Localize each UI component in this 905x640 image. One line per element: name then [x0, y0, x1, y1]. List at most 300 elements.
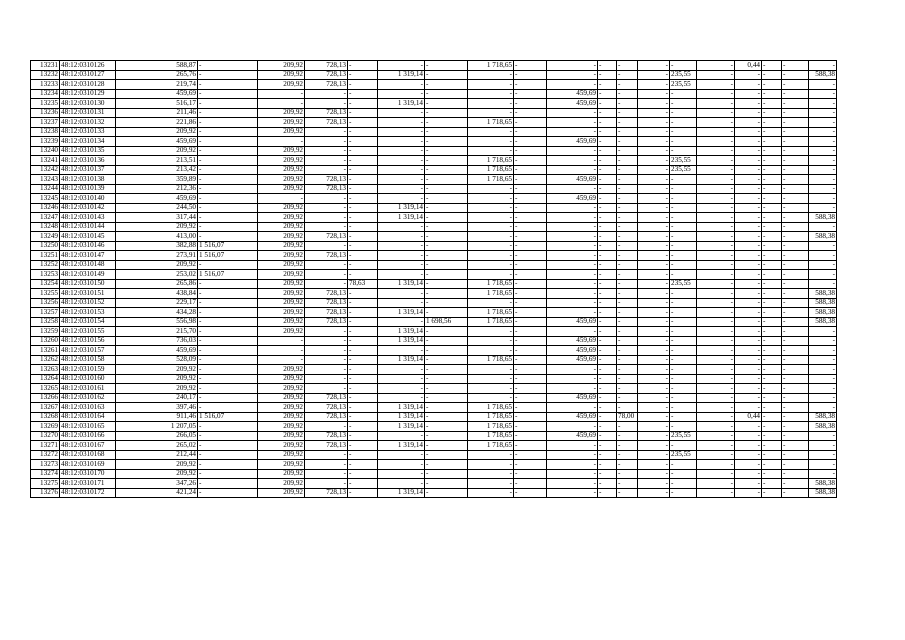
- value-cell: -: [547, 279, 598, 289]
- value-cell: -: [762, 298, 782, 308]
- value-cell: -: [198, 488, 258, 498]
- cadastral-number-cell: 48:12:0310150: [60, 279, 116, 289]
- value-cell: -: [598, 374, 617, 384]
- value-cell: -: [425, 270, 468, 280]
- value-cell: -: [305, 165, 348, 175]
- value-cell: 209,92: [258, 251, 305, 261]
- value-cell: -: [348, 61, 378, 71]
- value-cell: -: [514, 270, 547, 280]
- value-cell: -: [735, 203, 762, 213]
- table-row: [31, 260, 837, 270]
- row-number-cell: 13266: [31, 393, 60, 403]
- value-cell: -: [348, 260, 378, 270]
- value-cell: -: [378, 61, 425, 71]
- value-cell: -: [547, 213, 598, 223]
- value-cell: -: [735, 222, 762, 232]
- value-cell: -: [809, 194, 837, 204]
- value-cell: -: [198, 403, 258, 413]
- value-cell: -: [617, 127, 638, 137]
- value-cell: -: [198, 384, 258, 394]
- cadastral-number-cell: 48:12:0310156: [60, 336, 116, 346]
- cadastral-number-cell: 48:12:0310168: [60, 450, 116, 460]
- value-cell: -: [305, 479, 348, 489]
- value-cell: -: [514, 203, 547, 213]
- value-cell: -: [468, 146, 514, 156]
- value-cell: -: [782, 194, 809, 204]
- value-cell: -: [697, 393, 735, 403]
- row-number-cell: 13234: [31, 89, 60, 99]
- value-cell: -: [617, 298, 638, 308]
- value-cell: -: [514, 403, 547, 413]
- value-cell: -: [468, 232, 514, 242]
- row-number-cell: 13273: [31, 460, 60, 470]
- value-cell: -: [425, 232, 468, 242]
- value-cell: 459,69: [547, 346, 598, 356]
- value-cell: -: [762, 308, 782, 318]
- table-row: [31, 108, 837, 118]
- value-cell: 459,69: [547, 355, 598, 365]
- value-cell: -: [468, 327, 514, 337]
- value-cell: -: [697, 127, 735, 137]
- table-row: [31, 336, 837, 346]
- value-cell: -: [762, 403, 782, 413]
- value-cell: -: [547, 308, 598, 318]
- value-cell: -: [782, 241, 809, 251]
- value-cell: -: [670, 203, 697, 213]
- value-cell: 728,13: [305, 441, 348, 451]
- value-cell: 209,92: [258, 289, 305, 299]
- value-cell: -: [782, 127, 809, 137]
- value-cell: -: [617, 365, 638, 375]
- value-cell: -: [547, 222, 598, 232]
- value-cell: -: [468, 89, 514, 99]
- value-cell: -: [670, 137, 697, 147]
- value-cell: -: [735, 184, 762, 194]
- value-cell: -: [598, 108, 617, 118]
- value-cell: 209,92: [258, 298, 305, 308]
- value-cell: -: [547, 165, 598, 175]
- value-cell: -: [348, 422, 378, 432]
- value-cell: -: [425, 89, 468, 99]
- value-cell: -: [598, 479, 617, 489]
- value-cell: -: [514, 393, 547, 403]
- value-cell: 588,38: [809, 213, 837, 223]
- value-cell: -: [348, 374, 378, 384]
- cadastral-number-cell: 48:12:0310164: [60, 412, 116, 422]
- value-cell: -: [735, 194, 762, 204]
- value-cell: -: [468, 374, 514, 384]
- row-number-cell: 13257: [31, 308, 60, 318]
- value-cell: -: [468, 137, 514, 147]
- value-cell: -: [697, 384, 735, 394]
- value-cell: -: [617, 222, 638, 232]
- value-cell: -: [617, 108, 638, 118]
- value-cell: -: [697, 80, 735, 90]
- value-cell: -: [638, 469, 670, 479]
- value-cell: -: [547, 156, 598, 166]
- value-cell: -: [514, 384, 547, 394]
- value-cell: 244,50: [116, 203, 198, 213]
- value-cell: -: [735, 146, 762, 156]
- value-cell: -: [198, 89, 258, 99]
- value-cell: 1 718,65: [468, 175, 514, 185]
- table-row: [31, 241, 837, 251]
- value-cell: -: [305, 127, 348, 137]
- row-number-cell: 13262: [31, 355, 60, 365]
- table-row: [31, 99, 837, 109]
- value-cell: -: [697, 156, 735, 166]
- value-cell: -: [697, 298, 735, 308]
- row-number-cell: 13252: [31, 260, 60, 270]
- value-cell: -: [617, 99, 638, 109]
- table-row: [31, 403, 837, 413]
- value-cell: 209,92: [258, 460, 305, 470]
- value-cell: -: [809, 441, 837, 451]
- value-cell: -: [670, 99, 697, 109]
- value-cell: -: [697, 251, 735, 261]
- value-cell: 1 718,65: [468, 422, 514, 432]
- value-cell: -: [348, 70, 378, 80]
- value-cell: 235,55: [670, 450, 697, 460]
- value-cell: 728,13: [305, 108, 348, 118]
- row-number-cell: 13255: [31, 289, 60, 299]
- value-cell: -: [514, 336, 547, 346]
- value-cell: -: [697, 403, 735, 413]
- cadastral-number-cell: 48:12:0310137: [60, 165, 116, 175]
- value-cell: -: [305, 336, 348, 346]
- value-cell: -: [378, 89, 425, 99]
- value-cell: -: [697, 222, 735, 232]
- value-cell: -: [305, 422, 348, 432]
- value-cell: 728,13: [305, 412, 348, 422]
- value-cell: 235,55: [670, 279, 697, 289]
- value-cell: -: [735, 365, 762, 375]
- value-cell: -: [697, 213, 735, 223]
- value-cell: -: [782, 99, 809, 109]
- table-row: [31, 488, 837, 498]
- value-cell: -: [198, 137, 258, 147]
- value-cell: -: [598, 146, 617, 156]
- value-cell: -: [468, 99, 514, 109]
- value-cell: -: [782, 165, 809, 175]
- value-cell: -: [638, 346, 670, 356]
- value-cell: 209,92: [258, 165, 305, 175]
- value-cell: -: [514, 61, 547, 71]
- value-cell: -: [697, 279, 735, 289]
- cadastral-number-cell: 48:12:0310135: [60, 146, 116, 156]
- value-cell: -: [670, 365, 697, 375]
- value-cell: -: [697, 431, 735, 441]
- value-cell: -: [670, 479, 697, 489]
- value-cell: 728,13: [305, 232, 348, 242]
- row-number-cell: 13272: [31, 450, 60, 460]
- value-cell: -: [514, 184, 547, 194]
- value-cell: 588,38: [809, 422, 837, 432]
- value-cell: -: [514, 108, 547, 118]
- value-cell: 728,13: [305, 118, 348, 128]
- value-cell: -: [198, 479, 258, 489]
- value-cell: 235,55: [670, 165, 697, 175]
- table-row: [31, 70, 837, 80]
- value-cell: -: [378, 184, 425, 194]
- row-number-cell: 13239: [31, 137, 60, 147]
- value-cell: -: [762, 393, 782, 403]
- value-cell: -: [762, 346, 782, 356]
- value-cell: -: [809, 346, 837, 356]
- value-cell: -: [697, 289, 735, 299]
- value-cell: 209,92: [258, 270, 305, 280]
- value-cell: -: [670, 241, 697, 251]
- value-cell: 438,84: [116, 289, 198, 299]
- value-cell: -: [762, 99, 782, 109]
- value-cell: -: [617, 289, 638, 299]
- cadastral-number-cell: 48:12:0310138: [60, 175, 116, 185]
- value-cell: -: [638, 308, 670, 318]
- value-cell: -: [735, 403, 762, 413]
- value-cell: -: [514, 222, 547, 232]
- value-cell: -: [468, 213, 514, 223]
- value-cell: -: [468, 450, 514, 460]
- value-cell: -: [809, 108, 837, 118]
- value-cell: -: [735, 118, 762, 128]
- value-cell: 728,13: [305, 317, 348, 327]
- value-cell: -: [348, 165, 378, 175]
- value-cell: 1 319,14: [378, 308, 425, 318]
- table-row: [31, 146, 837, 156]
- value-cell: -: [425, 450, 468, 460]
- value-cell: -: [762, 479, 782, 489]
- table-row: [31, 355, 837, 365]
- row-number-cell: 13246: [31, 203, 60, 213]
- value-cell: -: [348, 355, 378, 365]
- value-cell: -: [514, 127, 547, 137]
- value-cell: -: [598, 165, 617, 175]
- table-row: [31, 80, 837, 90]
- value-cell: -: [514, 412, 547, 422]
- value-cell: -: [378, 479, 425, 489]
- table-row: [31, 422, 837, 432]
- value-cell: -: [762, 89, 782, 99]
- value-cell: -: [514, 308, 547, 318]
- value-cell: -: [198, 80, 258, 90]
- cadastral-number-cell: 48:12:0310143: [60, 213, 116, 223]
- value-cell: 266,05: [116, 431, 198, 441]
- value-cell: -: [617, 70, 638, 80]
- value-cell: 459,69: [547, 431, 598, 441]
- value-cell: -: [425, 422, 468, 432]
- value-cell: -: [762, 374, 782, 384]
- value-cell: -: [348, 308, 378, 318]
- value-cell: -: [305, 146, 348, 156]
- value-cell: -: [378, 127, 425, 137]
- value-cell: -: [348, 365, 378, 375]
- value-cell: -: [198, 175, 258, 185]
- value-cell: -: [258, 346, 305, 356]
- value-cell: 209,92: [258, 241, 305, 251]
- value-cell: -: [598, 213, 617, 223]
- value-cell: 215,70: [116, 327, 198, 337]
- value-cell: -: [348, 384, 378, 394]
- value-cell: -: [425, 308, 468, 318]
- value-cell: 1 319,14: [378, 327, 425, 337]
- cadastral-number-cell: 48:12:0310126: [60, 61, 116, 71]
- value-cell: -: [598, 460, 617, 470]
- value-cell: -: [468, 298, 514, 308]
- value-cell: -: [697, 460, 735, 470]
- value-cell: -: [378, 298, 425, 308]
- value-cell: -: [425, 146, 468, 156]
- value-cell: -: [638, 127, 670, 137]
- value-cell: -: [305, 89, 348, 99]
- value-cell: -: [782, 80, 809, 90]
- value-cell: 1 319,14: [378, 488, 425, 498]
- value-cell: -: [348, 232, 378, 242]
- cadastral-number-cell: 48:12:0310133: [60, 127, 116, 137]
- value-cell: 413,00: [116, 232, 198, 242]
- value-cell: 459,69: [547, 89, 598, 99]
- value-cell: -: [198, 279, 258, 289]
- value-cell: -: [809, 127, 837, 137]
- value-cell: 265,86: [116, 279, 198, 289]
- value-cell: 209,92: [258, 146, 305, 156]
- value-cell: -: [514, 450, 547, 460]
- value-cell: -: [425, 469, 468, 479]
- value-cell: 240,17: [116, 393, 198, 403]
- value-cell: -: [514, 488, 547, 498]
- value-cell: -: [782, 61, 809, 71]
- value-cell: -: [198, 184, 258, 194]
- value-cell: -: [468, 127, 514, 137]
- value-cell: -: [468, 384, 514, 394]
- value-cell: -: [670, 118, 697, 128]
- value-cell: -: [782, 89, 809, 99]
- value-cell: -: [305, 137, 348, 147]
- value-cell: -: [809, 156, 837, 166]
- value-cell: -: [638, 403, 670, 413]
- value-cell: -: [762, 327, 782, 337]
- value-cell: -: [547, 108, 598, 118]
- value-cell: -: [598, 346, 617, 356]
- value-cell: -: [670, 184, 697, 194]
- row-number-cell: 13247: [31, 213, 60, 223]
- value-cell: -: [305, 241, 348, 251]
- value-cell: -: [378, 393, 425, 403]
- value-cell: 1 516,07: [198, 241, 258, 251]
- cadastral-number-cell: 48:12:0310144: [60, 222, 116, 232]
- value-cell: -: [809, 89, 837, 99]
- value-cell: -: [598, 137, 617, 147]
- value-cell: -: [468, 108, 514, 118]
- value-cell: -: [762, 365, 782, 375]
- value-cell: 1 319,14: [378, 441, 425, 451]
- cadastral-number-cell: 48:12:0310130: [60, 99, 116, 109]
- value-cell: -: [697, 89, 735, 99]
- cadastral-number-cell: 48:12:0310140: [60, 194, 116, 204]
- value-cell: 213,42: [116, 165, 198, 175]
- value-cell: 265,76: [116, 70, 198, 80]
- value-cell: -: [638, 184, 670, 194]
- value-cell: -: [468, 469, 514, 479]
- value-cell: 209,92: [258, 156, 305, 166]
- value-cell: -: [547, 488, 598, 498]
- table-row: [31, 89, 837, 99]
- row-number-cell: 13267: [31, 403, 60, 413]
- value-cell: -: [638, 393, 670, 403]
- value-cell: 1 319,14: [378, 279, 425, 289]
- value-cell: 1 718,65: [468, 412, 514, 422]
- value-cell: -: [547, 61, 598, 71]
- value-cell: -: [547, 146, 598, 156]
- cadastral-number-cell: 48:12:0310162: [60, 393, 116, 403]
- value-cell: 1 516,07: [198, 251, 258, 261]
- value-cell: -: [425, 108, 468, 118]
- value-cell: -: [697, 479, 735, 489]
- value-cell: -: [425, 289, 468, 299]
- value-cell: -: [697, 308, 735, 318]
- value-cell: -: [598, 99, 617, 109]
- value-cell: 728,13: [305, 403, 348, 413]
- value-cell: -: [547, 260, 598, 270]
- value-cell: -: [598, 127, 617, 137]
- value-cell: -: [735, 270, 762, 280]
- value-cell: -: [735, 213, 762, 223]
- row-number-cell: 13253: [31, 270, 60, 280]
- cadastral-number-cell: 48:12:0310149: [60, 270, 116, 280]
- value-cell: -: [762, 289, 782, 299]
- value-cell: -: [782, 374, 809, 384]
- value-cell: -: [547, 298, 598, 308]
- value-cell: -: [697, 317, 735, 327]
- value-cell: -: [809, 336, 837, 346]
- value-cell: -: [762, 460, 782, 470]
- value-cell: 265,02: [116, 441, 198, 451]
- value-cell: 209,92: [258, 70, 305, 80]
- value-cell: 209,92: [258, 80, 305, 90]
- value-cell: -: [782, 441, 809, 451]
- value-cell: -: [514, 251, 547, 261]
- value-cell: -: [638, 355, 670, 365]
- value-cell: -: [809, 393, 837, 403]
- value-cell: -: [425, 384, 468, 394]
- value-cell: -: [735, 70, 762, 80]
- value-cell: -: [425, 403, 468, 413]
- value-cell: -: [638, 146, 670, 156]
- value-cell: -: [670, 127, 697, 137]
- value-cell: -: [670, 270, 697, 280]
- value-cell: -: [670, 393, 697, 403]
- value-cell: 209,92: [116, 460, 198, 470]
- value-cell: -: [305, 156, 348, 166]
- value-cell: 459,69: [547, 412, 598, 422]
- value-cell: -: [598, 327, 617, 337]
- value-cell: -: [547, 450, 598, 460]
- value-cell: -: [762, 165, 782, 175]
- value-cell: 273,91: [116, 251, 198, 261]
- value-cell: -: [348, 393, 378, 403]
- value-cell: -: [198, 431, 258, 441]
- value-cell: -: [514, 460, 547, 470]
- value-cell: -: [617, 327, 638, 337]
- value-cell: -: [198, 365, 258, 375]
- value-cell: 209,92: [116, 260, 198, 270]
- row-number-cell: 13271: [31, 441, 60, 451]
- value-cell: -: [514, 260, 547, 270]
- value-cell: -: [809, 118, 837, 128]
- value-cell: -: [305, 99, 348, 109]
- value-cell: 209,92: [258, 108, 305, 118]
- value-cell: 728,13: [305, 308, 348, 318]
- cadastral-number-cell: 48:12:0310165: [60, 422, 116, 432]
